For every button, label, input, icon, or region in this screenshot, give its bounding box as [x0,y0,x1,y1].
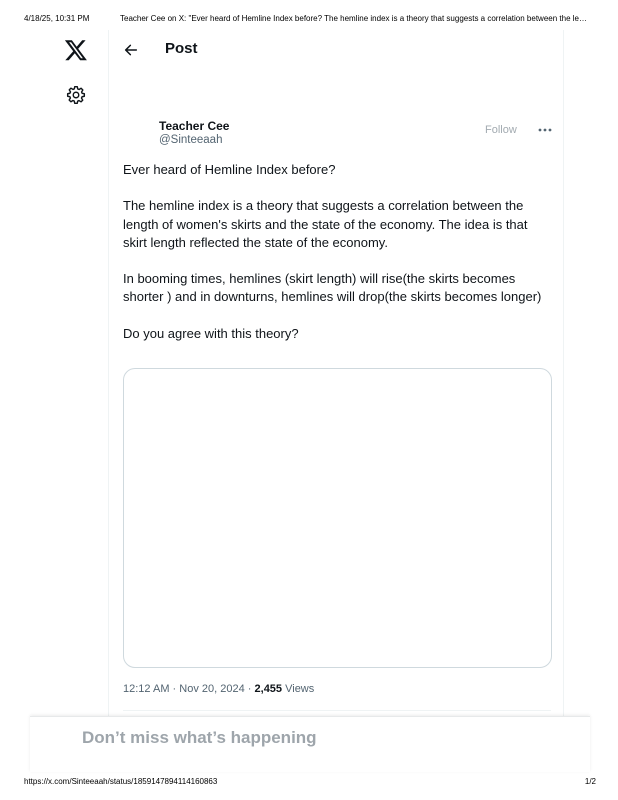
print-url: https://x.com/Sinteeaah/status/1859147894114160863 [24,777,218,786]
print-page-title: Teacher Cee on X: "Ever heard of Hemline Index before? The hemline index is a theory that suggests a correlation between the le… [120,14,587,23]
post-paragraph: In booming times, hemlines (skirt length) will rise(the skirts becomes shorter ) and in downturns, hemlines will drop(the skirts becomes longer) [123,271,542,305]
print-page-number: 1/2 [584,777,596,786]
post-text [123,161,548,361]
print-footer [24,777,596,789]
signup-banner [30,716,590,772]
post-header [109,30,563,68]
more-horizontal-icon[interactable] [537,125,553,135]
views-label: Views [285,683,315,695]
post-paragraph: Do you agree with this theory? [123,325,299,341]
x-logo-icon[interactable] [64,38,88,62]
banner-text: Don’t miss what’s happening [82,728,317,747]
divider [123,710,551,711]
gear-icon[interactable] [66,85,86,105]
post-meta [123,683,314,695]
print-date: 4/18/25, 10:31 PM [24,14,90,23]
post-date[interactable]: Nov 20, 2024 [179,683,245,695]
author-name[interactable]: Teacher Cee [159,119,230,133]
post-paragraph: The hemline index is a theory that suggests a correlation between the length of women's skirts and the state of the economy. The idea is that skirt length reflected the state of the economy. [123,198,528,250]
views-count: 2,455 [254,683,283,695]
post-time[interactable]: 12:12 AM [123,683,170,695]
author-handle[interactable]: @Sinteeaah [159,134,223,146]
meta-separator: · [172,683,177,695]
meta-separator: · [247,683,252,695]
follow-button[interactable]: Follow [485,124,517,136]
post-media[interactable] [123,368,552,668]
sidebar [28,30,108,720]
main-column [108,30,564,720]
arrow-left-icon[interactable] [123,42,139,58]
page-title: Post [165,40,198,57]
print-header [24,14,598,26]
post-paragraph: Ever heard of Hemline Index before? [123,162,336,177]
